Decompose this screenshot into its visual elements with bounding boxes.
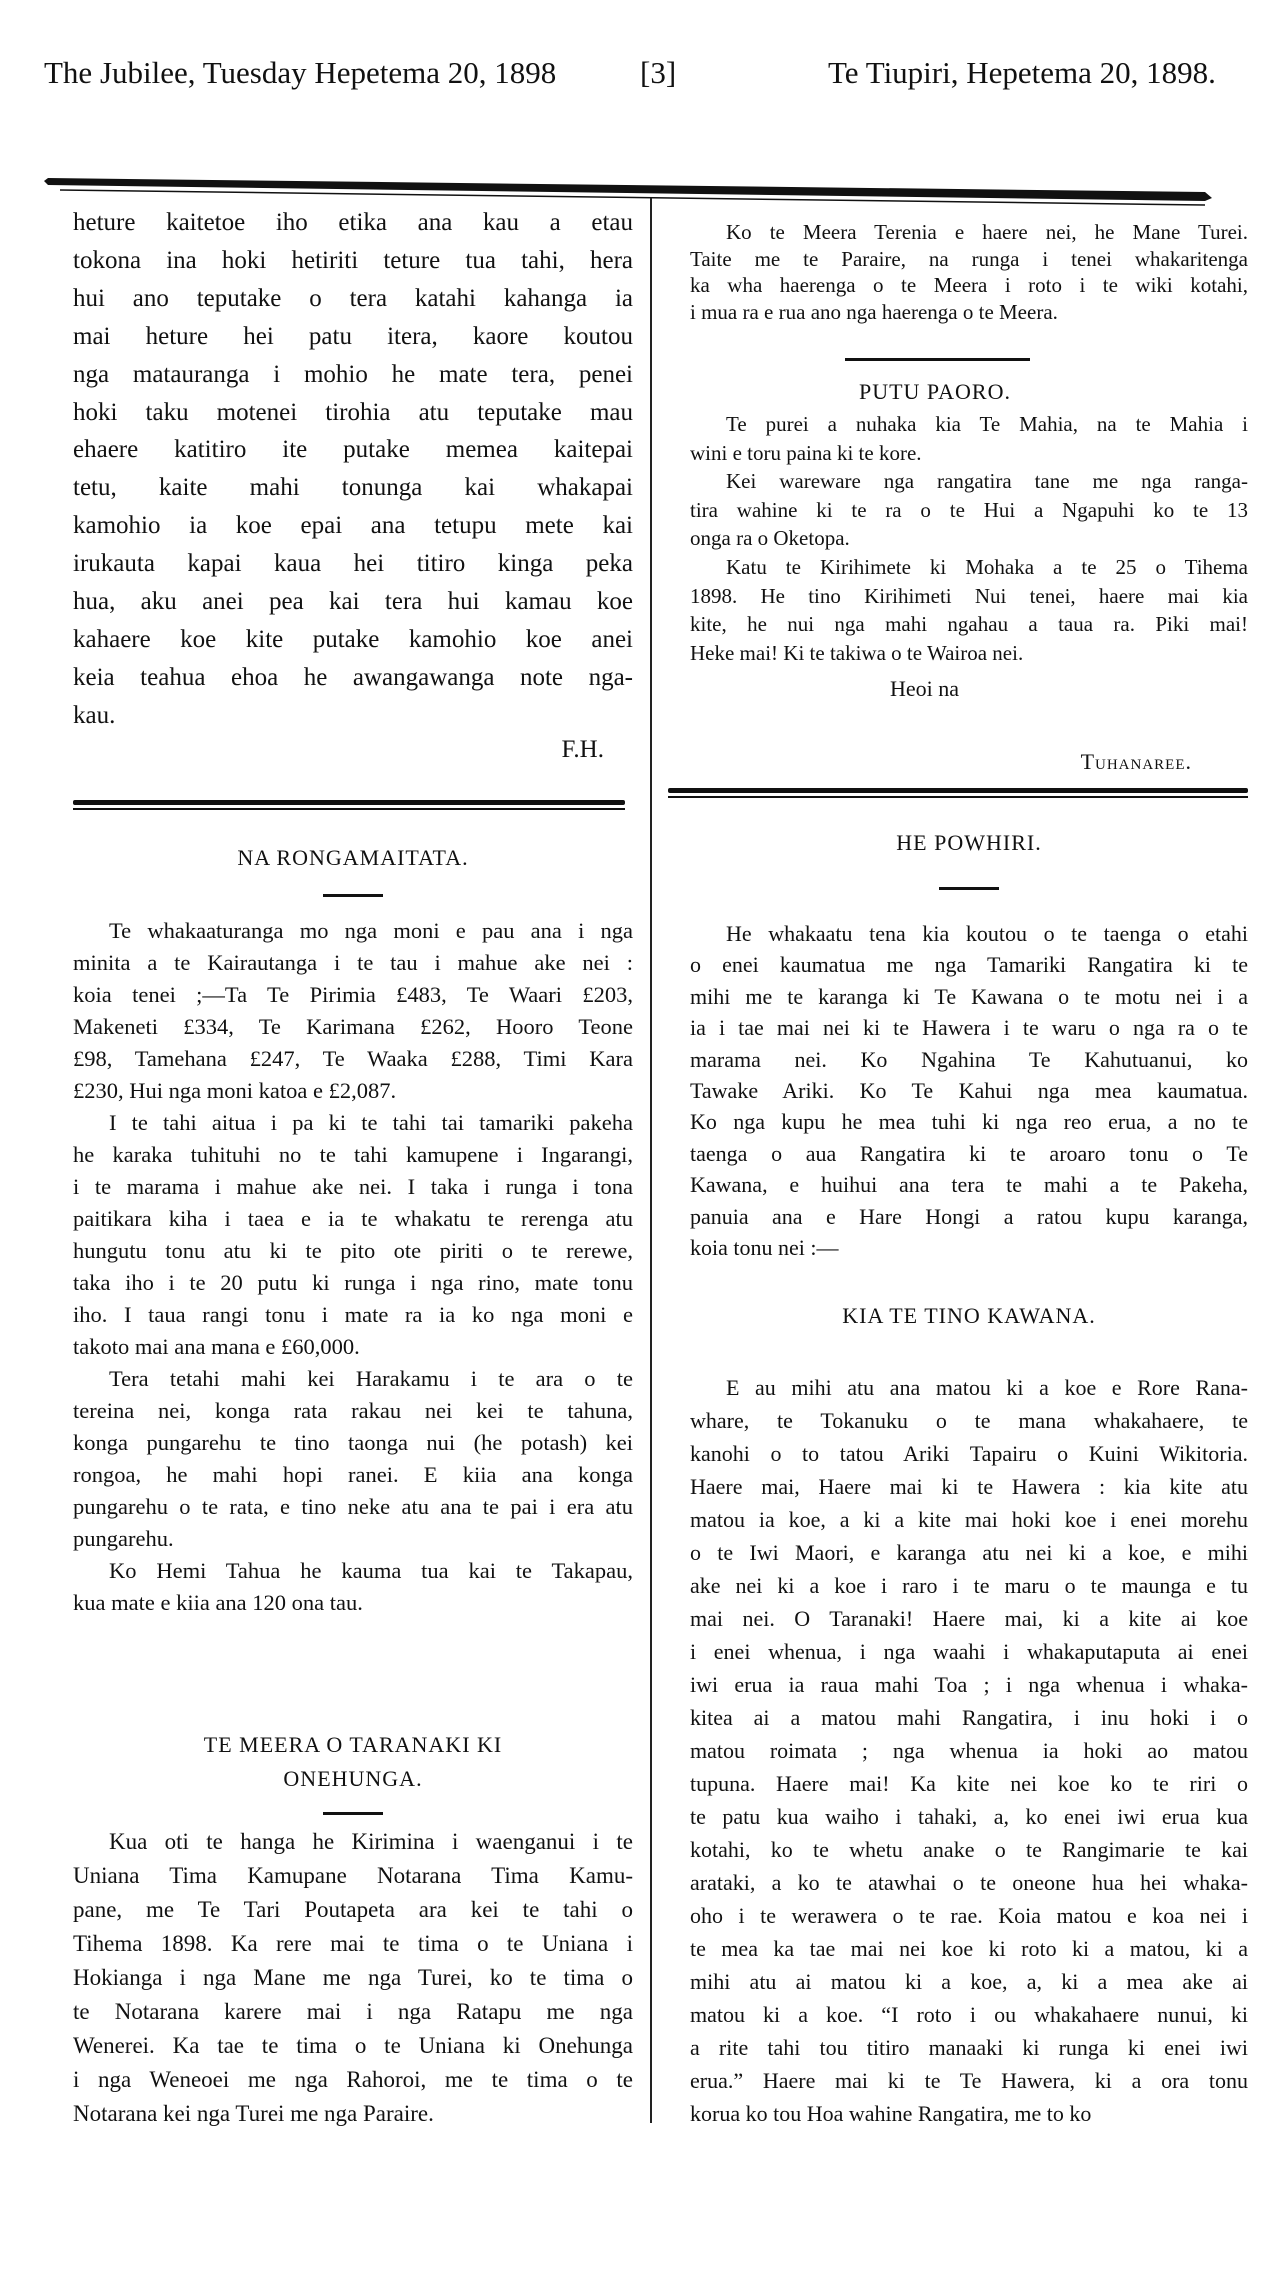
section-divider — [668, 788, 1248, 798]
text-line-content: Wenerei. Ka tae te tima o te Uniana ki Onehunga — [73, 2033, 633, 2058]
article-untitled — [73, 204, 633, 735]
text-line-content: panuia ana e Hare Hongi a ratou kupu karanga, — [690, 1203, 1248, 1229]
text-line — [690, 1569, 1248, 1602]
text-line — [73, 1995, 633, 2029]
text-line — [690, 1201, 1248, 1232]
text-line — [690, 981, 1248, 1012]
text-line — [690, 299, 1248, 326]
text-line-content: i nga Weneoei me nga Rahoroi, me te tima o te — [73, 2067, 633, 2092]
text-line-content: matou roimata ; nga whenua ia hoki ao matou — [690, 1738, 1248, 1763]
text-line-content: Kei wareware nga rangatira tane me nga ranga- — [726, 469, 1248, 494]
text-line — [690, 1437, 1248, 1470]
text-line-content: i te marama i mahue ake nei. I taka i runga i tona — [73, 1174, 633, 1199]
text-line-content: marama nei. Ko Ngahina Te Kahutuanui, ko — [690, 1046, 1248, 1072]
article-putu-paoro — [690, 410, 1248, 667]
text-line-content: rongoa, he mahi hopi ranei. E kiia ana konga — [73, 1462, 633, 1487]
text-line — [73, 1825, 633, 1859]
article-kia-te-tino-kawana — [690, 1371, 1248, 2130]
text-line-content: i enei whenua, i nga waahi i whakaputaputa ai enei — [690, 1639, 1248, 1664]
text-line — [73, 1395, 633, 1427]
text-line — [690, 1932, 1248, 1965]
signature: F.H. — [561, 736, 604, 763]
page-number: [3] — [640, 55, 677, 90]
text-line-content: te mea ka tae mai nei koe ki roto ki a matou, ki a — [690, 1936, 1248, 1961]
text-line-content: ehaere katitiro ite putake memea kaitepai — [73, 436, 633, 464]
section-title-kia-te-tino-kawana: KIA TE TINO KAWANA. — [842, 1303, 1096, 1328]
section-rule — [845, 358, 1030, 361]
text-line-content: £230, Hui nga moni katoa e £2,087. — [73, 1078, 397, 1103]
text-line-content: E au mihi atu ana matou ki a koe e Rore Rana- — [726, 1375, 1248, 1400]
text-line — [73, 1893, 633, 1927]
text-line — [690, 1106, 1248, 1137]
paragraph — [690, 467, 1248, 553]
text-line-content: Tawake Ariki. Ko Te Kahui nga mea kaumatua. — [690, 1078, 1248, 1104]
section-title-na-rongamaitata: NA RONGAMAITATA. — [237, 845, 469, 870]
text-line — [73, 1555, 633, 1587]
text-line — [690, 1138, 1248, 1169]
text-line — [690, 1470, 1248, 1503]
text-line — [690, 639, 1248, 668]
section-title-he-powhiri: HE POWHIRI. — [896, 830, 1042, 855]
text-line-content: oho i te werawera o te rae. Koia matou e koa nei i — [690, 1903, 1248, 1928]
text-line-content: o enei kaumatua me nga Tamariki Rangatira ki te — [690, 952, 1248, 978]
text-line — [690, 582, 1248, 611]
text-line-content: kamohio ia koe epai ana tetupu mete kai — [73, 512, 633, 540]
text-line — [73, 2097, 633, 2131]
text-line — [690, 2064, 1248, 2097]
text-line — [690, 1503, 1248, 1536]
text-line-content: kite, he nui nga mahi ngahau a taua ra. Piki mai! — [690, 612, 1248, 637]
text-line — [73, 1523, 633, 1555]
signature: Tuhanaree. — [1080, 749, 1192, 774]
text-line-content: kua mate e kiia ana 120 ona tau. — [73, 1590, 363, 1615]
text-line-content: Ko te Meera Terenia e haere nei, he Mane Turei. — [726, 220, 1248, 244]
text-line — [73, 1299, 633, 1331]
text-line — [690, 949, 1248, 980]
text-line-content: iwi erua ia raua mahi Toa ; i nga whenua i whaka- — [690, 1672, 1248, 1697]
text-line — [73, 915, 633, 947]
text-line — [73, 356, 633, 394]
text-line — [73, 1107, 633, 1139]
text-line — [73, 1587, 633, 1619]
text-line — [73, 507, 633, 545]
text-line — [73, 318, 633, 356]
text-line-content: te Notarana karere mai i nga Ratapu me nga — [73, 1999, 633, 2024]
text-line-content: Te whakaaturanga mo nga moni e pau ana i nga — [109, 918, 633, 943]
section-divider — [73, 800, 625, 810]
text-line-content: tira wahine ki te ra o te Hui a Ngapuhi ko te 13 — [690, 497, 1248, 522]
text-line — [73, 469, 633, 507]
paragraph — [690, 918, 1248, 1263]
section-title-te-meera-line2: ONEHUNGA. — [283, 1766, 423, 1791]
text-line — [690, 1998, 1248, 2031]
text-line-content: takoto mai ana mana e £60,000. — [73, 1334, 360, 1359]
text-line-content: whare, te Tokanuku o te mana whakahaere, te — [690, 1408, 1248, 1433]
text-line-content: Kua oti te hanga he Kirimina i waenganui i te — [109, 1829, 633, 1854]
text-line — [690, 1404, 1248, 1437]
text-line-content: irukauta kapai kaua hei titiro kinga peka — [73, 550, 633, 578]
text-line — [690, 918, 1248, 949]
text-line — [690, 610, 1248, 639]
text-line-content: pungarehu. — [73, 1526, 174, 1551]
text-line — [690, 1371, 1248, 1404]
text-line — [73, 431, 633, 469]
text-line-content: Heke mai! Ki te takiwa o te Wairoa nei. — [690, 640, 1024, 665]
text-line — [73, 204, 633, 242]
article-na-rongamaitata — [73, 915, 633, 1619]
text-line-content: keia teahua ehoa he awangawanga note nga- — [73, 663, 633, 691]
text-line-content: mihi me te karanga ki Te Kawana o te motu nei i a — [690, 983, 1248, 1009]
text-line-content: ka wha haerenga o te Meera i roto i te wiki kotahi, — [690, 273, 1248, 297]
text-line — [690, 1866, 1248, 1899]
text-line-content: te patu kua waiho i tahaki, a, ko enei iwi erua kua — [690, 1804, 1248, 1829]
text-line-content: Notarana kei nga Turei me nga Paraire. — [73, 2101, 434, 2126]
text-line-content: koia tenei ;—Ta Te Pirimia £483, Te Waari £203, — [73, 982, 633, 1007]
text-line-content: koia tonu nei :— — [690, 1235, 839, 1261]
text-line — [73, 979, 633, 1011]
text-line — [73, 394, 633, 432]
text-line-content: mihi atu ai matou ki a koe, a, ki a mea ake ai — [690, 1969, 1248, 1994]
text-line-content: Tihema 1898. Ka rere mai te tima o te Uniana i — [73, 1931, 633, 1956]
text-line-content: hoki taku motenei tirohia atu teputake mau — [73, 398, 633, 426]
text-line — [690, 272, 1248, 299]
text-line-content: arataki, a ko te atawhai o te oneone hua hei whaka- — [690, 1870, 1248, 1895]
text-line — [690, 524, 1248, 553]
text-line-content: hua, aku anei pea kai tera hui kamau koe — [73, 588, 633, 616]
text-line — [73, 947, 633, 979]
text-line — [690, 1635, 1248, 1668]
text-line-content: mai nei. O Taranaki! Haere mai, ki a kite ai koe — [690, 1606, 1248, 1631]
text-line — [73, 1139, 633, 1171]
text-line-content: konga pungarehu te tino taonga nui (he potash) kei — [73, 1430, 633, 1455]
text-line — [73, 659, 633, 697]
text-line-content: kau. — [73, 701, 116, 729]
text-line — [690, 410, 1248, 439]
text-line — [73, 2063, 633, 2097]
text-line-content: taenga o aua Rangatira ki te aroaro tonu o Te — [690, 1140, 1248, 1166]
text-line-content: nga matauranga i mohio he mate tera, penei — [73, 360, 633, 388]
title-rule — [939, 887, 999, 890]
header-left-title: The Jubilee, Tuesday Hepetema 20, 1898 — [44, 55, 557, 90]
paragraph — [690, 553, 1248, 667]
text-line-content: Kawana, e huihui ana tera te mahi a te Pakeha, — [690, 1172, 1248, 1198]
paragraph — [73, 915, 633, 1107]
text-line-content: he karaka tuhituhi no te tahi kamupene i Ingarangi, — [73, 1142, 633, 1167]
text-line — [690, 1232, 1248, 1263]
text-line — [73, 583, 633, 621]
text-line — [73, 1927, 633, 1961]
text-line-content: pungarehu o te rata, e tino neke atu ana te pai i era atu — [73, 1494, 633, 1519]
text-line — [690, 1965, 1248, 1998]
text-line-content: kanohi o to tatou Ariki Tapairu o Kuini Wikitoria. — [690, 1441, 1248, 1466]
text-line — [690, 496, 1248, 525]
text-line — [690, 219, 1248, 246]
text-line-content: paitikara kiha i taea e ia te whakatu te rerenga atu — [73, 1206, 633, 1231]
text-line — [690, 1536, 1248, 1569]
text-line — [690, 1800, 1248, 1833]
paragraph — [690, 219, 1248, 325]
text-line — [73, 280, 633, 318]
text-line-content: wini e toru paina ki te kore. — [690, 440, 922, 465]
text-line-content: a rite tahi tou titiro manaaki ki runga ki enei iwi — [690, 2035, 1248, 2060]
text-line — [73, 2029, 633, 2063]
paragraph — [690, 1371, 1248, 2130]
text-line-content: Te purei a nuhaka kia Te Mahia, na te Mahia i — [726, 412, 1248, 436]
paragraph — [73, 204, 633, 735]
text-line — [73, 1491, 633, 1523]
text-line-content: matou ki a koe. “I roto i ou whakahaere nunui, ki — [690, 2002, 1248, 2027]
text-line — [690, 1734, 1248, 1767]
text-line-content: Taite me te Paraire, na runga i tenei whakaritenga — [690, 246, 1248, 271]
text-line-content: minita a te Kairautanga i te tau i mahue ake nei : — [73, 950, 633, 975]
paragraph — [73, 1107, 633, 1363]
text-line-content: ake nei ki a koe i raro i te maru o te maunga e tu — [690, 1573, 1248, 1598]
text-line — [690, 553, 1248, 582]
text-line-content: pane, me Te Tari Poutapeta ara kei te tahi o — [73, 1897, 633, 1922]
header-right-title: Te Tiupiri, Hepetema 20, 1898. — [828, 55, 1216, 90]
title-rule — [323, 1812, 383, 1815]
text-line — [73, 1961, 633, 1995]
text-line-content: Haere mai, Haere mai ki te Hawera : kia kite atu — [690, 1474, 1248, 1499]
text-line — [690, 246, 1248, 273]
text-line-content: kitea ai a matou mahi Rangatira, i inu hoki i o — [690, 1705, 1248, 1730]
text-line-content: hungutu tonu atu ki te pito ote piriti o te rerewe, — [73, 1238, 633, 1263]
text-line — [690, 1701, 1248, 1734]
text-line-content: o te Iwi Maori, e karanga atu nei ki a koe, e mihi — [690, 1540, 1248, 1565]
text-line-content: tereina nei, konga rata rakau nei kei te tahuna, — [73, 1398, 633, 1423]
paragraph — [73, 1825, 633, 2131]
text-line-content: I te tahi aitua i pa ki te tahi tai tamariki pakeha — [109, 1110, 633, 1135]
text-line-content: korua ko tou Hoa wahine Rangatira, me to ko — [690, 2101, 1092, 2126]
text-line — [73, 1331, 633, 1363]
text-line — [690, 1833, 1248, 1866]
text-line-content: heture kaitetoe iho etika ana kau a etau — [73, 209, 633, 236]
text-line — [73, 1363, 633, 1395]
text-line — [73, 1075, 633, 1107]
text-line-content: tokona ina hoki hetiriti teture tua tahi, hera — [73, 246, 633, 274]
text-line — [73, 1235, 633, 1267]
text-line — [73, 1267, 633, 1299]
text-line-content: taka iho i te 20 putu ki runga i nga rino, mate tonu — [73, 1270, 633, 1295]
text-line-content: Ko Hemi Tahua he kauma tua kai te Takapau, — [109, 1558, 633, 1583]
text-line-content: onga ra o Oketopa. — [690, 526, 850, 551]
text-line — [73, 697, 633, 735]
text-line — [690, 467, 1248, 496]
text-line — [690, 1044, 1248, 1075]
text-line — [73, 1859, 633, 1893]
text-line — [73, 621, 633, 659]
text-line-content: kotahi, ko te whetu anake o te Rangimarie te kai — [690, 1837, 1248, 1862]
text-line — [73, 545, 633, 583]
text-line-content: ia i tae mai nei ki te Hawera i te waru o nga ra o te — [690, 1015, 1248, 1041]
section-title-te-meera-line1: TE MEERA O TARANAKI KI — [203, 1732, 503, 1757]
section-title-putu-paoro: PUTU PAORO. — [858, 379, 1011, 404]
closing-text: Heoi na — [890, 676, 960, 701]
text-line — [73, 1459, 633, 1491]
text-line-content: tupuna. Haere mai! Ka kite nei koe ko te riri o — [690, 1771, 1248, 1796]
text-line-content: Uniana Tima Kamupane Notarana Tima Kamu- — [73, 1863, 633, 1888]
article-he-powhiri — [690, 918, 1248, 1263]
text-line — [690, 439, 1248, 468]
text-line — [73, 242, 633, 280]
text-line — [690, 1012, 1248, 1043]
paragraph — [73, 1363, 633, 1555]
text-line — [690, 1668, 1248, 1701]
text-line — [690, 1075, 1248, 1106]
text-line-content: iho. I taua rangi tonu i mate ra ia ko nga moni e — [73, 1302, 633, 1327]
article-meera-terenia — [690, 219, 1248, 325]
text-line — [73, 1011, 633, 1043]
text-line — [73, 1043, 633, 1075]
text-line-content: Tera tetahi mahi kei Harakamu i te ara o te — [109, 1366, 633, 1391]
text-line — [690, 1169, 1248, 1200]
text-line — [690, 1602, 1248, 1635]
text-line-content: Makeneti £334, Te Karimana £262, Hooro Teone — [73, 1014, 633, 1039]
text-line-content: i mua ra e rua ano nga haerenga o te Meera. — [690, 299, 1058, 324]
text-line-content: He whakaatu tena kia koutou o te taenga o etahi — [726, 921, 1248, 946]
text-line-content: hui ano teputake o tera katahi kahanga ia — [73, 284, 633, 312]
text-line — [73, 1427, 633, 1459]
text-line-content: Katu te Kirihimete ki Mohaka a te 25 o Tihema — [726, 554, 1248, 579]
text-line-content: 1898. He tino Kirihimeti Nui tenei, haere mai kia — [690, 583, 1248, 608]
text-line — [690, 2097, 1248, 2130]
text-line-content: erua.” Haere mai ki te Te Hawera, ki a ora tonu — [690, 2068, 1248, 2093]
text-line — [690, 2031, 1248, 2064]
paragraph — [73, 1555, 633, 1619]
text-line-content: mai heture hei patu itera, kaore koutou — [73, 322, 633, 350]
text-line-content: Ko nga kupu he mea tuhi ki nga reo erua, a no te — [690, 1109, 1248, 1135]
text-line-content: kahaere koe kite putake kamohio koe anei — [73, 625, 633, 653]
title-rule — [323, 894, 383, 897]
paragraph — [690, 410, 1248, 467]
text-line-content: matou ia koe, a ki a kite mai hoki koe i enei morehu — [690, 1507, 1248, 1532]
article-te-meera — [73, 1825, 633, 2131]
text-line-content: Hokianga i nga Mane me nga Turei, ko te tima o — [73, 1965, 633, 1990]
text-line — [690, 1767, 1248, 1800]
text-line — [690, 1899, 1248, 1932]
text-line — [73, 1203, 633, 1235]
text-line — [73, 1171, 633, 1203]
column-divider — [650, 198, 652, 2123]
text-line-content: £98, Tamehana £247, Te Waaka £288, Timi Kara — [73, 1046, 633, 1071]
text-line-content: tetu, kaite mahi tonunga kai whakapai — [73, 474, 633, 502]
